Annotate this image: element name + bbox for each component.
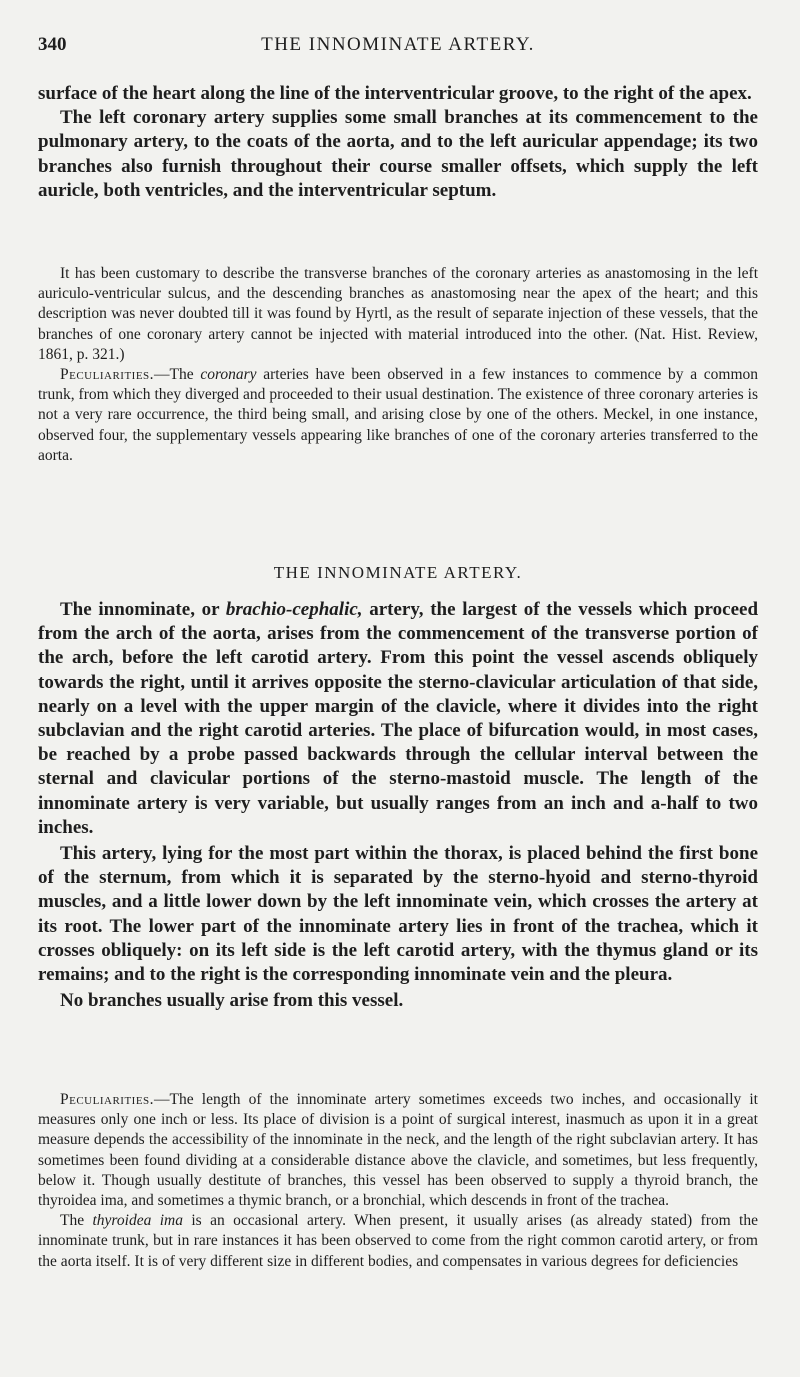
peculiarities-label: Peculiarities. (60, 1091, 155, 1108)
peculiarities-innominate: Peculiarities.—The length of the innominate artery sometimes exceeds two inches, and occasionally it measures only one inch or less. Its place of division is a point of surgical interest, inasmuch as upon it in a great measure depends the accessibility of the innominate in the neck, and the length of the right subclavian artery. It has sometimes been found dividing at a considerable distance above the clavicle, and sometimes, but less frequently, below it. Though usually destitute of branches, this vessel has been observed to supply a thyroid branch, the thyroidea ima, and sometimes a thymic branch, or a bronchial, which descends in front of the trachea. (38, 1091, 758, 1210)
page-number: 340 (38, 34, 67, 55)
section-heading: THE INNOMINATE ARTERY. (273, 563, 523, 582)
continued-text (38, 82, 758, 203)
main-text (38, 598, 758, 1013)
peculiarities-coronary: Peculiarities.—The coronary arteries have been observed in a few instances to commence by a common trunk, from which they diverged and proceeded to their usual destination. The existence of three coronary arteries is not a very rare occurrence, the third being small, and arising close by one of the others. Meckel, in one instance, observed four, the supplementary vessels appearing like branches of one of the coronary arteries transferred to the aorta. (38, 366, 758, 464)
peculiarities-label: Peculiarities. (60, 366, 155, 384)
small-print-peculiarities (38, 1090, 758, 1272)
paragraph: surface of the heart along the line of the interventricular groove, to the right of the apex. (38, 83, 752, 104)
paragraph-left-coronary: The left coronary artery supplies some small branches at its commencement to the pulmonary artery, to the coats of the aorta, and to the left auricular appendage; its two branches also furnish throughout their course smaller offsets, which supply the left auricle, both ventricles, and the interventricular septum. (38, 107, 758, 201)
paragraph-innominate: The innominate, or brachio-cephalic, artery, the largest of the vessels which proceed from the arch of the aorta, arises from the commencement of the transverse portion of the arch, before the left carotid artery. From this point the vessel ascends obliquely towards the right, until it arrives opposite the sterno-clavicular articulation of that side, nearly on a level with the upper margin of the clavicle, where it divides into the right subclavian and the right carotid arteries. The place of bifurcation would, in most cases, be reached by a probe passed backwards through the cellular interval between the sternal and clavicular portions of the sterno-mastoid muscle. The length of the innominate artery is very variable, but usually ranges from an inch and a-half to two inches. (38, 599, 759, 838)
running-title: THE INNOMINATE ARTERY. (261, 34, 535, 55)
running-header (38, 34, 758, 58)
paragraph-relations: This artery, lying for the most part within the thorax, is placed behind the first bone of the sternum, from which it is separated by the sterno-hyoid and sterno-thyroid muscles, and a little lower down by the left innominate vein, which crosses the artery at its root. The lower part of the innominate artery lies in front of the trachea, which it crosses obliquely: on its left side is the left carotid artery, with the thymus gland or its remains; and to the right is the corresponding innominate vein and the pleura. (38, 843, 758, 986)
paragraph-branches: No branches usually arise from this vessel. (60, 990, 404, 1012)
small-print-note (38, 264, 758, 466)
note-anastomosis: It has been customary to describe the transverse branches of the coronary arteries as anastomosing in the left auriculo-ventricular sulcus, and the descending branches as anastomosing near the apex of the heart; and this description was never doubted till it was found by Hyrtl, as the result of separate injection of these vessels, that the branches of one coronary artery cannot be injected with material introduced into the other. (Nat. Hist. Review, 1861, p. 321.) (38, 265, 758, 363)
paragraph-thyroidea-ima: The thyroidea ima is an occasional artery. When present, it usually arises (as already stated) from the innominate trunk, but in rare instances it has been observed to come from the right common carotid artery, or from the aorta itself. It is of very different size in different bodies, and compensates in various degrees for deficiencies (38, 1212, 758, 1270)
